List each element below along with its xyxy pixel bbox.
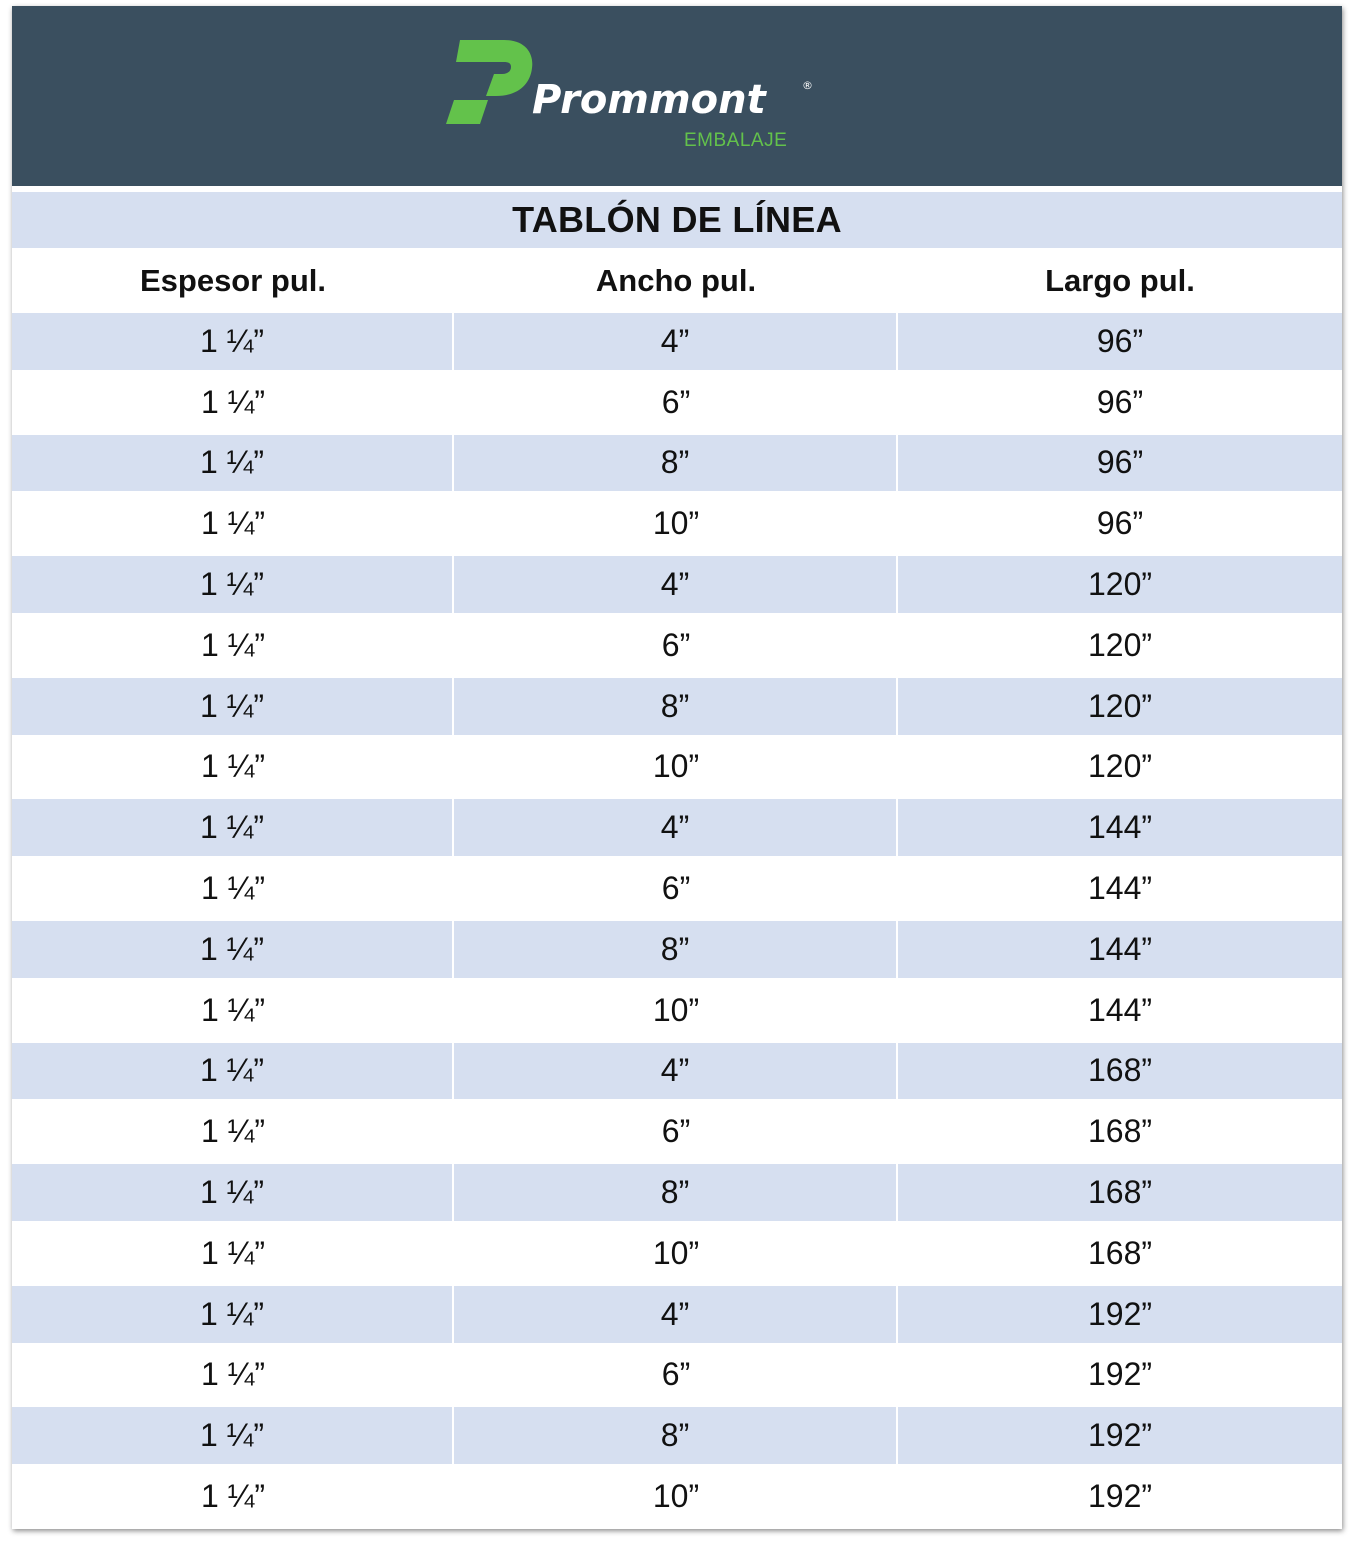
table-cell: 168” — [1087, 1113, 1153, 1150]
table-cell: 120” — [898, 676, 1342, 737]
brand-name: Prommont — [532, 77, 766, 123]
table-cell: 1 ¼” — [200, 870, 266, 907]
table-row — [12, 1466, 1342, 1527]
table-cell: 6” — [661, 1356, 691, 1393]
table-row — [12, 311, 1342, 372]
table-row — [12, 980, 1342, 1041]
header-band — [12, 6, 1342, 186]
table-cell: 1 ¼” — [200, 748, 266, 785]
table-cell: 10” — [652, 1478, 700, 1515]
table-row — [12, 1284, 1342, 1345]
table-cell: 1 ¼” — [12, 554, 454, 615]
table-cell: 144” — [898, 797, 1342, 858]
table-cell: 1 ¼” — [200, 626, 266, 663]
table-cell: 1 ¼” — [200, 1234, 266, 1271]
table-cell: 6” — [661, 870, 691, 907]
table-cell: 1 ¼” — [200, 505, 266, 542]
table-cell: 1 ¼” — [200, 1356, 266, 1393]
table-cell: 192” — [1087, 1356, 1153, 1393]
table-cell: 144” — [1087, 991, 1153, 1028]
table-cell: 168” — [898, 1162, 1342, 1223]
table-row — [12, 1405, 1342, 1466]
table-cell: 1 ¼” — [12, 1405, 454, 1466]
column-header-espesor: Espesor pul. — [139, 263, 327, 298]
table-cell: 120” — [1087, 626, 1153, 663]
table-cell: 1 ¼” — [12, 1041, 454, 1102]
table-cell: 192” — [898, 1405, 1342, 1466]
table-title-bar — [12, 192, 1342, 248]
table-row — [12, 615, 1342, 676]
table-row — [12, 1223, 1342, 1284]
table-cell: 1 ¼” — [200, 1113, 266, 1150]
table-row — [12, 1345, 1342, 1406]
table-cell: 192” — [1087, 1478, 1153, 1515]
table-cell: 96” — [898, 433, 1342, 494]
column-header-ancho: Ancho pul. — [595, 263, 757, 298]
table-cell: 8” — [454, 676, 898, 737]
table-cell: 1 ¼” — [12, 676, 454, 737]
table-row — [12, 372, 1342, 433]
table-cell: 1 ¼” — [12, 919, 454, 980]
table-cell: 1 ¼” — [200, 991, 266, 1028]
table-cell: 1 ¼” — [12, 433, 454, 494]
table-row — [12, 554, 1342, 615]
table-row — [12, 493, 1342, 554]
table-cell: 10” — [652, 991, 700, 1028]
table-cell: 120” — [898, 554, 1342, 615]
table-cell: 1 ¼” — [12, 1284, 454, 1345]
table-row — [12, 797, 1342, 858]
table-row — [12, 1041, 1342, 1102]
table-cell: 1 ¼” — [12, 1162, 454, 1223]
table-cell: 1 ¼” — [200, 1478, 266, 1515]
table-cell: 192” — [898, 1284, 1342, 1345]
table-cell: 4” — [454, 554, 898, 615]
table-cell: 10” — [652, 748, 700, 785]
column-header-largo: Largo pul. — [1045, 263, 1195, 298]
table-cell: 4” — [454, 1041, 898, 1102]
table-row — [12, 1101, 1342, 1162]
table-row — [12, 433, 1342, 494]
table-cell: 4” — [454, 311, 898, 372]
product-sheet — [12, 6, 1342, 1529]
registered-mark: ® — [802, 79, 813, 92]
table-row — [12, 919, 1342, 980]
brand-logo — [446, 40, 836, 160]
table-row — [12, 676, 1342, 737]
table-cell: 10” — [652, 505, 700, 542]
table-cell: 6” — [661, 383, 691, 420]
table-cell: 6” — [661, 626, 691, 663]
table-title: TABLÓN DE LÍNEA — [512, 199, 842, 240]
table-cell: 1 ¼” — [12, 797, 454, 858]
table-cell: 144” — [1087, 870, 1153, 907]
table-row — [12, 1162, 1342, 1223]
table-cell: 8” — [454, 433, 898, 494]
table-row — [12, 737, 1342, 798]
table-cell: 4” — [454, 797, 898, 858]
table-cell: 144” — [898, 919, 1342, 980]
table-body — [12, 311, 1342, 1527]
table-cell: 1 ¼” — [200, 383, 266, 420]
table-cell: 96” — [898, 311, 1342, 372]
table-row — [12, 858, 1342, 919]
table-cell: 8” — [454, 1405, 898, 1466]
logo-mark-icon — [446, 40, 536, 128]
table-cell: 96” — [1096, 505, 1144, 542]
table-cell: 120” — [1087, 748, 1153, 785]
table-cell: 8” — [454, 1162, 898, 1223]
table-cell: 4” — [454, 1284, 898, 1345]
table-cell: 6” — [661, 1113, 691, 1150]
table-cell: 96” — [1096, 383, 1144, 420]
table-cell: 10” — [652, 1234, 700, 1271]
table-header-row — [12, 250, 1342, 312]
table-cell: 168” — [1087, 1234, 1153, 1271]
brand-subtitle: EMBALAJE — [684, 130, 788, 151]
table-cell: 168” — [898, 1041, 1342, 1102]
table-cell: 8” — [454, 919, 898, 980]
table-cell: 1 ¼” — [12, 311, 454, 372]
